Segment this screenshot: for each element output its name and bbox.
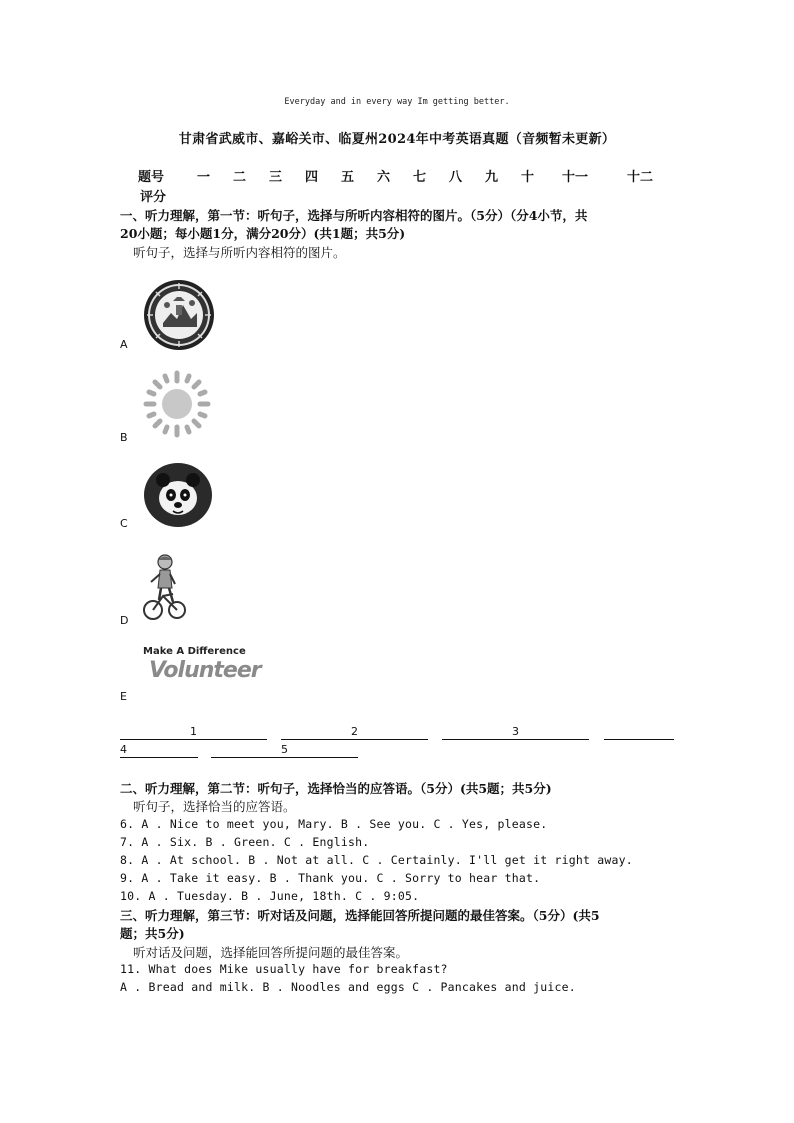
answer-blank-5[interactable]: 5 [211, 743, 358, 758]
score-col: 十二 [627, 170, 654, 185]
question-7: 7. A . Six. B . Green. C . English. [120, 835, 370, 849]
volunteer-word: Volunteer [149, 658, 261, 683]
score-col: 五 [341, 170, 355, 185]
score-col: 一 [197, 170, 211, 185]
volunteer-picture [143, 646, 261, 696]
sun-picture [143, 370, 211, 438]
score-col: 十一 [562, 170, 589, 185]
score-col: 二 [233, 170, 247, 185]
page-title: 甘肃省武威市、嘉峪关市、临夏州2024年中考英语真题（音频暂未更新） [178, 132, 616, 147]
question-9: 9. A . Take it easy. B . Thank you. C . Sorry to hear that. [120, 871, 541, 885]
score-col: 十 [521, 170, 535, 185]
answer-blank-2[interactable]: 2 [281, 725, 428, 740]
panda-picture [143, 462, 213, 528]
option-label-b: B [120, 431, 128, 444]
question-8: 8. A . At school. B . Not at all. C . Certainly. I'll get it right away. [120, 853, 633, 867]
score-col: 四 [305, 170, 319, 185]
answer-blank-4-start[interactable] [604, 725, 674, 740]
score-table-score-label: 评分 [140, 190, 167, 205]
section1-heading: 一、听力理解，第一节：听句子，选择与所听内容相符的图片。（5分）（分4小节，共 [120, 208, 588, 223]
cyclist-picture [143, 552, 187, 622]
option-label-d: D [120, 614, 129, 627]
option-label-a: A [120, 338, 128, 351]
question-6: 6. A . Nice to meet you, Mary. B . See you. C . Yes, please. [120, 817, 548, 831]
section2-heading: 二、听力理解，第二节：听句子，选择恰当的应答语。（5分）(共5题；共5分) [120, 781, 552, 796]
question-11: 11. What does Mike usually have for breakfast? [120, 962, 448, 976]
score-col: 三 [269, 170, 283, 185]
score-col: 七 [413, 170, 427, 185]
question-10: 10. A . Tuesday. B . June, 18th. C . 9:05. [120, 889, 420, 903]
answer-blank-3[interactable]: 3 [442, 725, 589, 740]
page-motto: Everyday and in every way Im getting better. [284, 97, 510, 107]
section3-heading-cont: 题；共5分) [120, 926, 185, 941]
volunteer-caption: Make A Difference [143, 646, 246, 657]
question-11-options: A . Bread and milk. B . Noodles and eggs C . Pancakes and juice. [120, 980, 576, 994]
answer-blank-1[interactable]: 1 [120, 725, 267, 740]
score-col: 八 [449, 170, 463, 185]
section3-heading: 三、听力理解，第三节：听对话及问题，选择能回答所提问题的最佳答案。（5分）(共5 [120, 908, 600, 923]
section1-instruction: 听句子，选择与所听内容相符的图片。 [133, 245, 346, 260]
option-label-e: E [120, 690, 127, 703]
ornate-plate-picture [143, 279, 215, 351]
answer-blank-4[interactable]: 4 [120, 743, 198, 758]
score-col: 九 [485, 170, 499, 185]
score-col: 六 [377, 170, 391, 185]
section3-instruction: 听对话及问题，选择能回答所提问题的最佳答案。 [133, 945, 409, 960]
score-table-row-label: 题号 [138, 170, 165, 185]
section1-heading-cont: 20小题；每小题1分，满分20分）(共1题；共5分) [120, 226, 406, 241]
option-label-c: C [120, 517, 128, 530]
section2-instruction: 听句子，选择恰当的应答语。 [133, 799, 296, 814]
